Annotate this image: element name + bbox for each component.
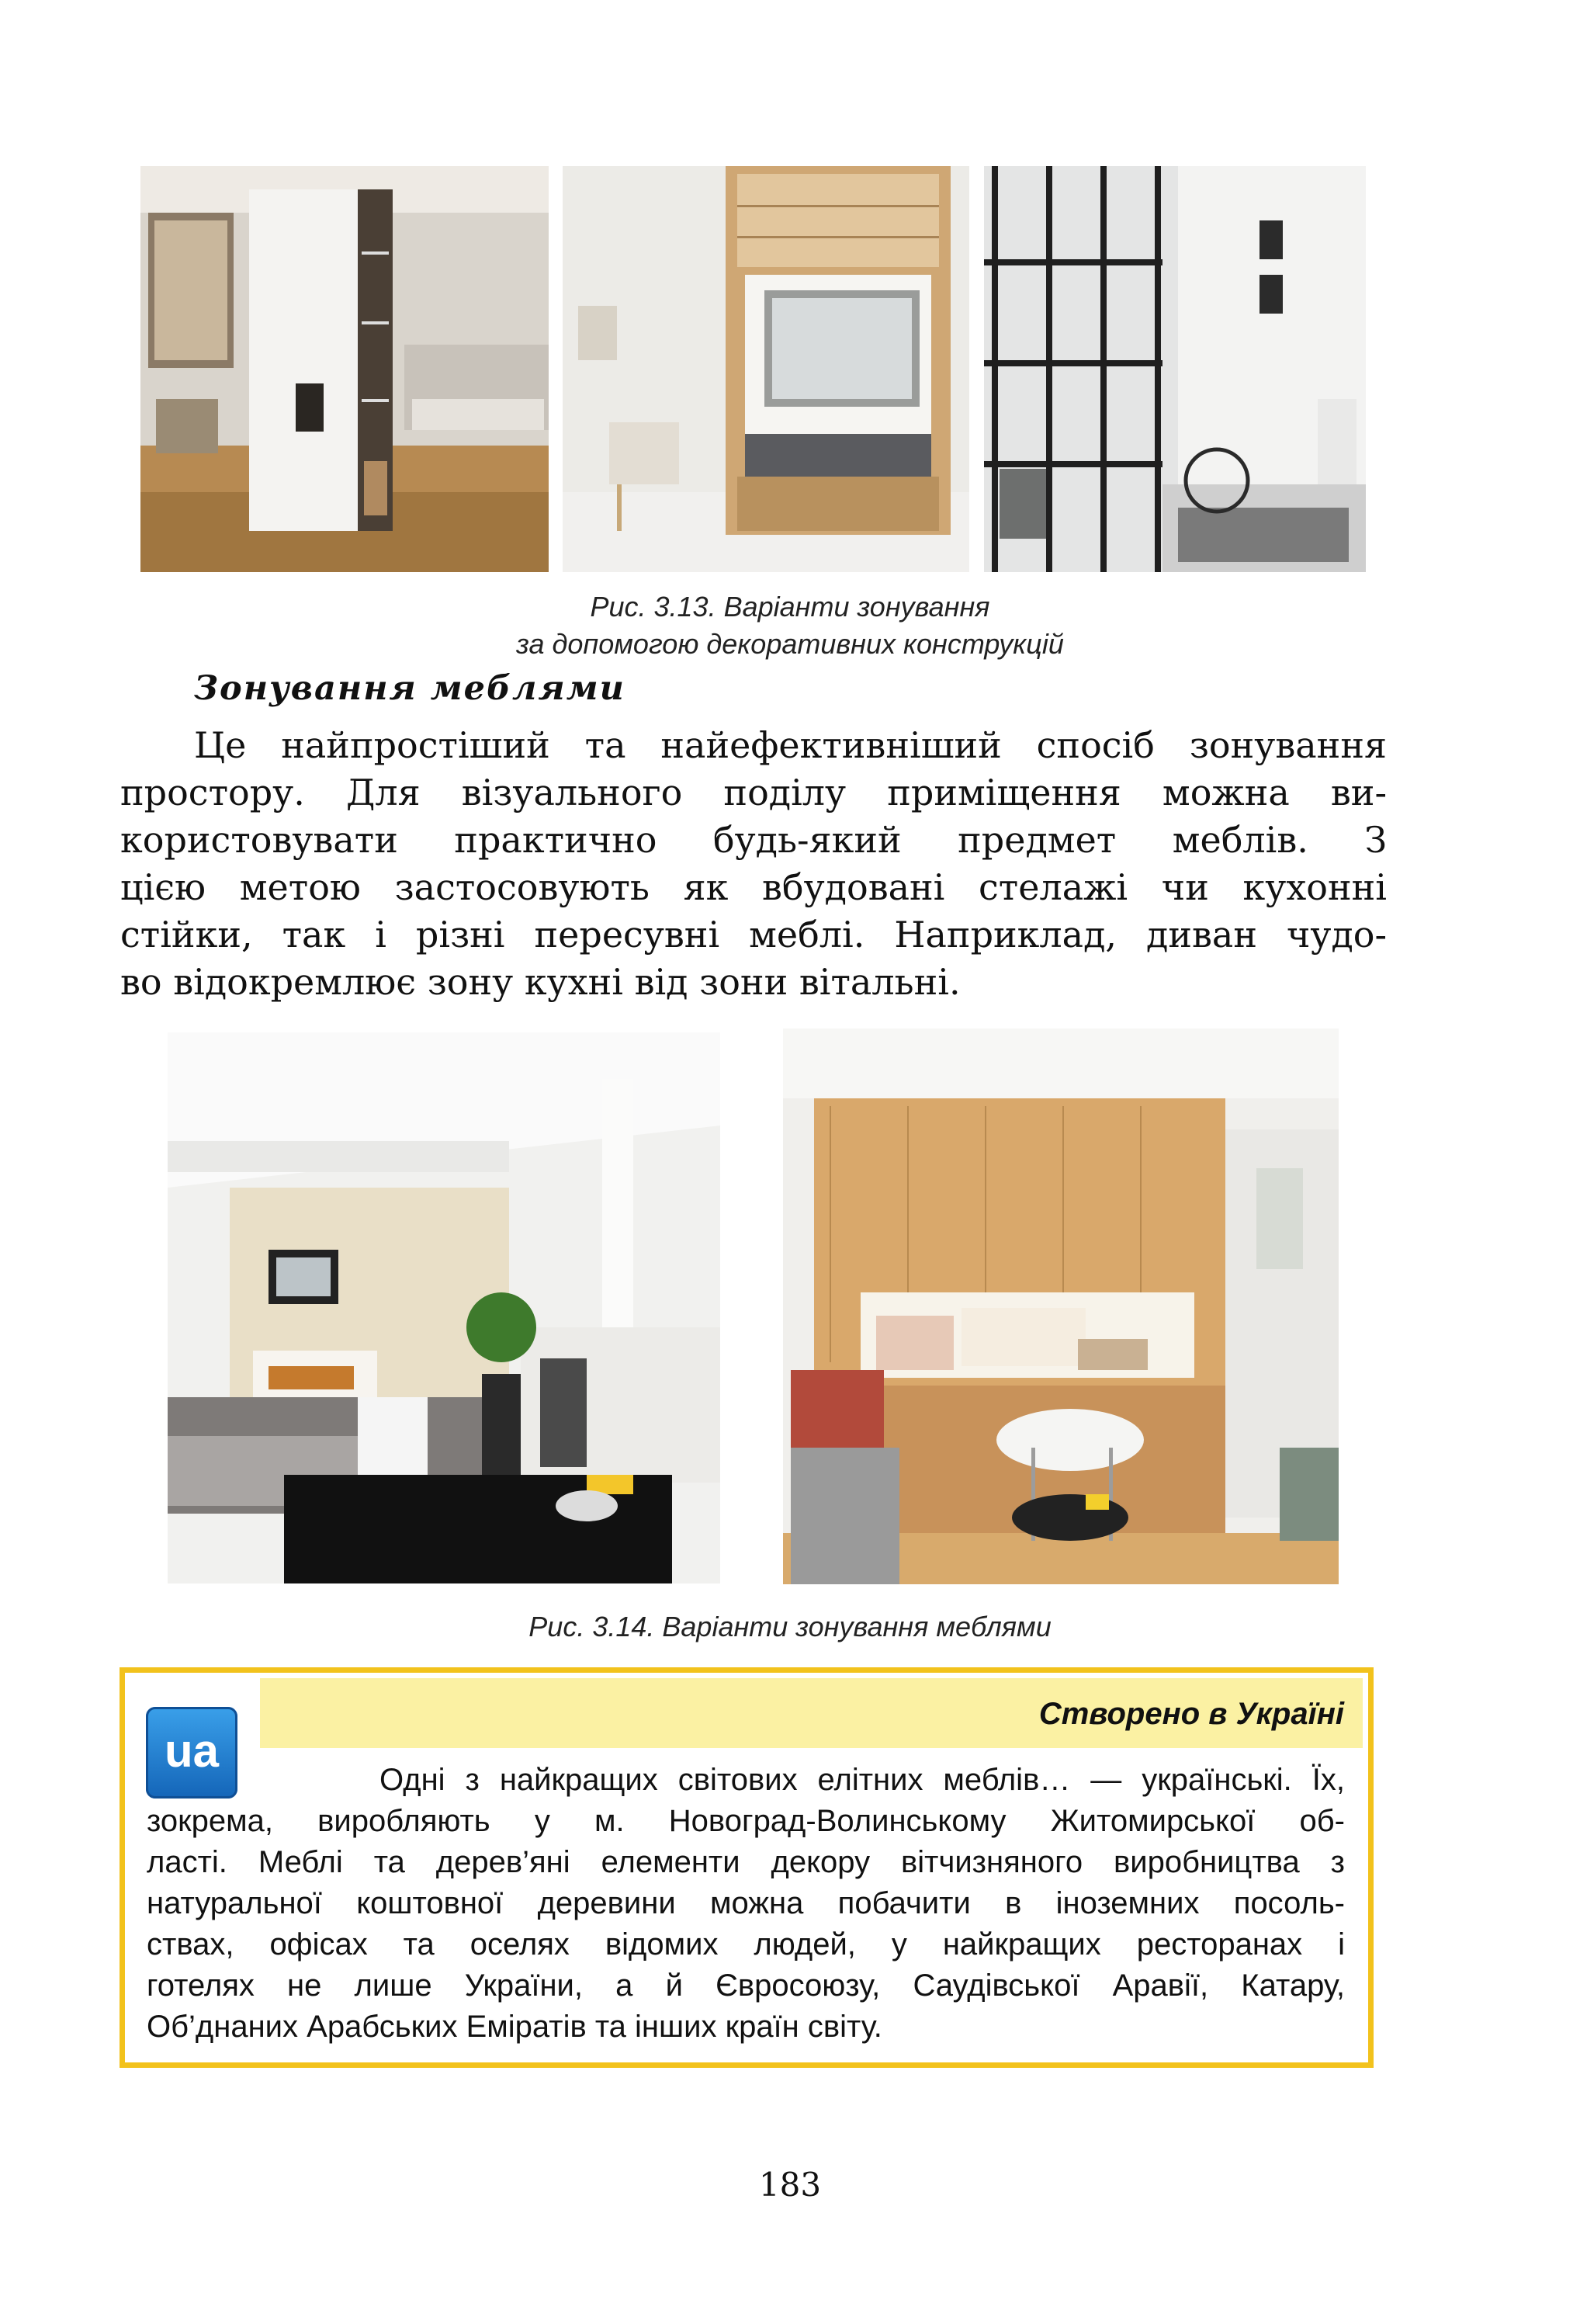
created-in-ukraine-box (120, 1667, 1374, 2068)
photo-bookshelf-bed-nook (563, 166, 969, 572)
section-heading: Зонування меблями (194, 669, 625, 708)
callout-header (260, 1678, 1363, 1748)
callout-line: ласті. Меблі та дерев’яні елементи декору вітчизняного виробництва з (147, 1845, 1345, 1879)
callout-title: Створено в Україні (1038, 1697, 1344, 1731)
callout-line: зокрема, виробляють у м. Новоград-Волинському Житомирської об- (147, 1804, 1345, 1838)
callout-line: натуральної коштовної деревини можна побачити в іноземних посоль- (147, 1886, 1345, 1920)
page-number: 183 (758, 2166, 822, 2204)
figure-3-13-caption-line1: Рис. 3.13. Варіанти зонування (590, 591, 990, 623)
photo-partition-fireplace (140, 166, 549, 572)
paragraph-line: цією метою застосовують як вбудовані стелажі чи кухонні (120, 866, 1387, 908)
callout-text (147, 1760, 1345, 2048)
figure-3-13-caption-line2: за допомогою декоративних конструкцій (516, 628, 1064, 660)
callout-line: готелях не лише України, а й Євросоюзу, Саудівської Аравії, Катару, (147, 1968, 1345, 2003)
photo-living-room-kitchen (168, 1032, 720, 1583)
photo-glass-partition-bedroom (984, 166, 1366, 572)
paragraph-line: Це найпростіший та найефективніший спосіб зонування (194, 724, 1387, 766)
ua-icon-label: ua (164, 1725, 220, 1777)
figure-3-14-caption: Рис. 3.14. Варіанти зонування меблями (528, 1611, 1052, 1642)
section-paragraph (120, 722, 1387, 1006)
callout-line: Об’днаних Арабських Еміратів та інших країн світу. (147, 2010, 882, 2044)
paragraph-line: стійки, так і різні пересувні меблі. Наприклад, диван чудо- (120, 914, 1387, 956)
photo-wooden-cabinet-partition (783, 1028, 1339, 1584)
paragraph-line: простору. Для візуального поділу приміщення можна ви- (120, 772, 1387, 813)
paragraph-line: користовувати практично будь-який предмет меблів. З (120, 819, 1387, 861)
callout-line: ствах, офісах та оселях відомих людей, у найкращих ресторанах і (147, 1927, 1345, 1962)
paragraph-line: во відокремлює зону кухні від зони вітальні. (120, 961, 961, 1003)
callout-line: Одні з найкращих світових елітних меблів… — українські. Їх, (379, 1763, 1345, 1797)
